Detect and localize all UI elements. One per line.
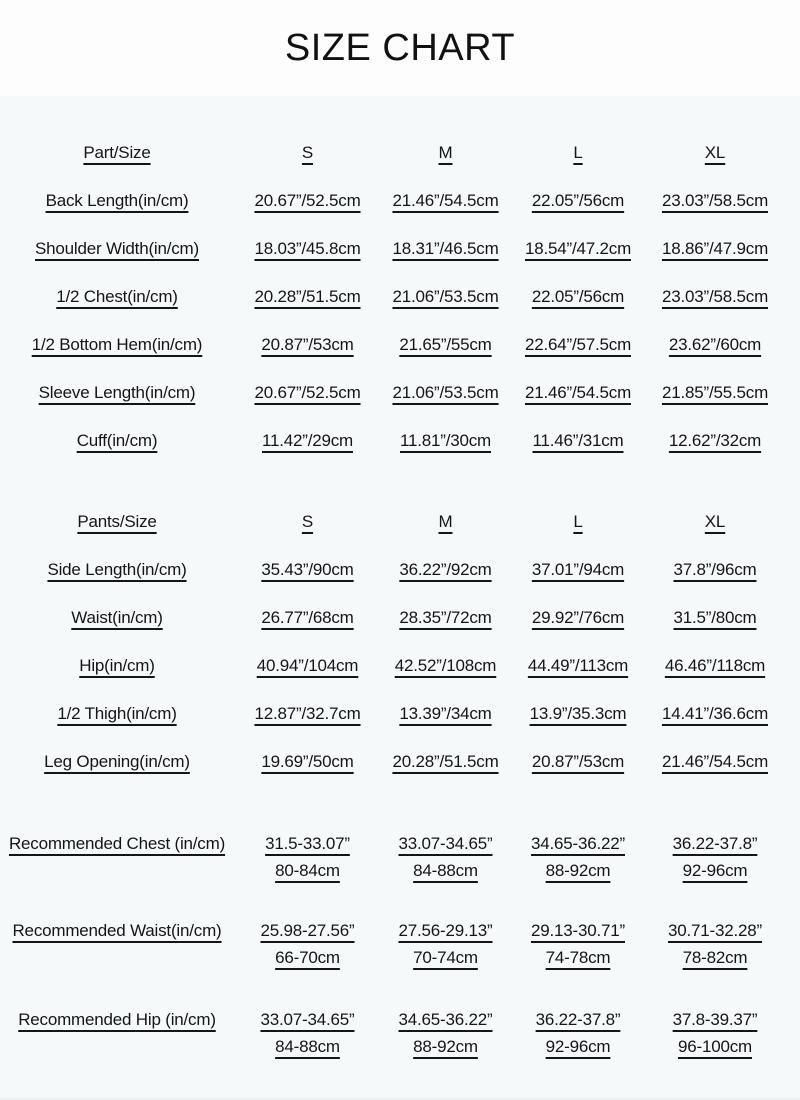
- measurement-value: 22.05”/56cm: [531, 286, 625, 306]
- measurement-value: 18.54”/47.2cm: [524, 238, 632, 258]
- measurement-value: 21.46”/54.5cm: [524, 382, 632, 402]
- measurement-value: 21.06”/53.5cm: [392, 286, 499, 306]
- measurement-value: 11.42”/29cm: [261, 430, 354, 450]
- cm-range: 80-84cm: [275, 861, 340, 880]
- inches-range: 27.56-29.13”: [398, 921, 493, 940]
- garment-size-table: [0, 128, 800, 464]
- measurement-value: 14.41”/36.6cm: [661, 703, 769, 723]
- measurement-value: 20.28”/51.5cm: [392, 751, 499, 771]
- row-label: Side Length(in/cm): [47, 559, 187, 579]
- measurement-value: 20.87”/53cm: [261, 334, 354, 354]
- measurement-value: 21.85”/55.5cm: [661, 382, 769, 402]
- measurement-value: 21.46”/54.5cm: [661, 751, 769, 771]
- measurement-value: 22.05”/56cm: [531, 190, 625, 210]
- page-title: SIZE CHART: [284, 26, 516, 69]
- cm-range: 84-88cm: [275, 1037, 340, 1056]
- inches-range: 37.8-39.37”: [672, 1010, 758, 1029]
- recommended-row: [0, 917, 800, 971]
- measurement-value: 12.87”/32.7cm: [254, 703, 361, 723]
- recommended-range: [510, 1006, 646, 1060]
- inches-range: 33.07-34.65”: [260, 1010, 355, 1029]
- cm-range: 78-82cm: [682, 948, 748, 967]
- row-label: Cuff(in/cm): [76, 430, 158, 450]
- table-row: [0, 368, 800, 416]
- size-column-header: XL: [704, 142, 726, 162]
- inches-range: 31.5-33.07”: [265, 834, 350, 853]
- row-label: 1/2 Chest(in/cm): [56, 286, 178, 306]
- inches-range: 33.07-34.65”: [398, 834, 493, 853]
- inches-range: 25.98-27.56”: [260, 921, 355, 940]
- size-chart-sheet: [0, 96, 800, 1098]
- measurement-value: 11.46”/31cm: [532, 430, 624, 450]
- row-label: Recommended Waist(in/cm): [12, 921, 222, 940]
- table-row: [0, 416, 800, 464]
- recommended-range: [234, 917, 381, 971]
- measurement-value: 42.52”/108cm: [394, 655, 497, 675]
- recommended-row: [0, 1006, 800, 1060]
- recommended-range: [510, 830, 646, 884]
- corner-header: Pants/Size: [77, 511, 157, 531]
- cm-range: 84-88cm: [413, 861, 478, 880]
- recommended-range: [381, 1006, 510, 1060]
- row-label: Waist(in/cm): [71, 607, 163, 627]
- inches-range: 36.22-37.8”: [535, 1010, 621, 1029]
- recommended-range: [646, 1006, 784, 1060]
- title-bar: [0, 0, 800, 96]
- table-row: [0, 641, 800, 689]
- measurement-value: 21.46”/54.5cm: [392, 190, 499, 210]
- header-row: [0, 128, 800, 176]
- cm-range: 66-70cm: [275, 948, 340, 967]
- measurement-value: 11.81”/30cm: [399, 430, 492, 450]
- cm-range: 96-100cm: [678, 1037, 752, 1056]
- row-label: Recommended Chest (in/cm): [8, 834, 226, 853]
- inches-range: 29.13-30.71”: [530, 921, 625, 940]
- measurement-value: 31.5”/80cm: [673, 607, 757, 627]
- recommended-row: [0, 830, 800, 884]
- pants-size-table: [0, 497, 800, 785]
- inches-range: 34.65-36.22”: [530, 834, 625, 853]
- size-column-header: S: [301, 142, 314, 162]
- inches-range: 36.22-37.8”: [672, 834, 758, 853]
- cm-range: 92-96cm: [545, 1037, 611, 1056]
- row-label: Recommended Hip (in/cm): [18, 1010, 216, 1029]
- recommended-range: [510, 917, 646, 971]
- inches-range: 34.65-36.22”: [398, 1010, 493, 1029]
- measurement-value: 37.8”/96cm: [673, 559, 757, 579]
- header-row: [0, 497, 800, 545]
- measurement-value: 37.01”/94cm: [531, 559, 625, 579]
- measurement-value: 19.69”/50cm: [261, 751, 354, 771]
- recommended-range: [234, 830, 381, 884]
- row-label: 1/2 Thigh(in/cm): [57, 703, 177, 723]
- row-label: Leg Opening(in/cm): [44, 751, 190, 771]
- measurement-value: 28.35”/72cm: [399, 607, 492, 627]
- table-row: [0, 545, 800, 593]
- cm-range: 88-92cm: [413, 1037, 478, 1056]
- table-row: [0, 320, 800, 368]
- table-row: [0, 224, 800, 272]
- inches-range: 30.71-32.28”: [667, 921, 762, 940]
- table-row: [0, 593, 800, 641]
- recommended-range: [234, 1006, 381, 1060]
- cm-range: 92-96cm: [682, 861, 748, 880]
- measurement-value: 29.92”/76cm: [531, 607, 625, 627]
- measurement-value: 18.86”/47.9cm: [661, 238, 769, 258]
- recommended-range: [381, 917, 510, 971]
- measurement-value: 26.77”/68cm: [261, 607, 354, 627]
- measurement-value: 21.06”/53.5cm: [392, 382, 499, 402]
- measurement-value: 12.62”/32cm: [668, 430, 762, 450]
- measurement-value: 13.39”/34cm: [399, 703, 492, 723]
- recommended-range: [381, 830, 510, 884]
- recommended-range: [646, 917, 784, 971]
- cm-range: 70-74cm: [413, 948, 478, 967]
- measurement-value: 21.65”/55cm: [399, 334, 492, 354]
- table-row: [0, 737, 800, 785]
- size-column-header: XL: [704, 511, 726, 531]
- measurement-value: 20.28”/51.5cm: [254, 286, 361, 306]
- size-column-header: L: [573, 142, 583, 162]
- size-column-header: S: [301, 511, 314, 531]
- measurement-value: 23.62”/60cm: [668, 334, 762, 354]
- measurement-value: 23.03”/58.5cm: [661, 286, 769, 306]
- measurement-value: 18.03”/45.8cm: [254, 238, 361, 258]
- cm-range: 74-78cm: [545, 948, 611, 967]
- measurement-value: 22.64”/57.5cm: [524, 334, 632, 354]
- measurement-value: 46.46”/118cm: [664, 655, 766, 675]
- recommended-range: [646, 830, 784, 884]
- recommended-fit-table: [0, 830, 800, 1060]
- row-label: 1/2 Bottom Hem(in/cm): [31, 334, 203, 354]
- measurement-value: 40.94”/104cm: [256, 655, 359, 675]
- measurement-value: 20.87”/53cm: [531, 751, 625, 771]
- size-column-header: M: [438, 511, 453, 531]
- cm-range: 88-92cm: [545, 861, 611, 880]
- measurement-value: 13.9”/35.3cm: [529, 703, 627, 723]
- size-column-header: L: [573, 511, 583, 531]
- table-row: [0, 689, 800, 737]
- measurement-value: 35.43”/90cm: [261, 559, 354, 579]
- size-column-header: M: [438, 142, 453, 162]
- corner-header: Part/Size: [83, 142, 151, 162]
- measurement-value: 18.31”/46.5cm: [392, 238, 499, 258]
- measurement-value: 20.67”/52.5cm: [254, 190, 361, 210]
- measurement-value: 23.03”/58.5cm: [661, 190, 769, 210]
- table-row: [0, 176, 800, 224]
- table-row: [0, 272, 800, 320]
- measurement-value: 44.49”/113cm: [527, 655, 629, 675]
- row-label: Back Length(in/cm): [45, 190, 189, 210]
- row-label: Hip(in/cm): [79, 655, 155, 675]
- row-label: Sleeve Length(in/cm): [38, 382, 196, 402]
- row-label: Shoulder Width(in/cm): [35, 238, 199, 258]
- measurement-value: 20.67”/52.5cm: [254, 382, 361, 402]
- measurement-value: 36.22”/92cm: [399, 559, 492, 579]
